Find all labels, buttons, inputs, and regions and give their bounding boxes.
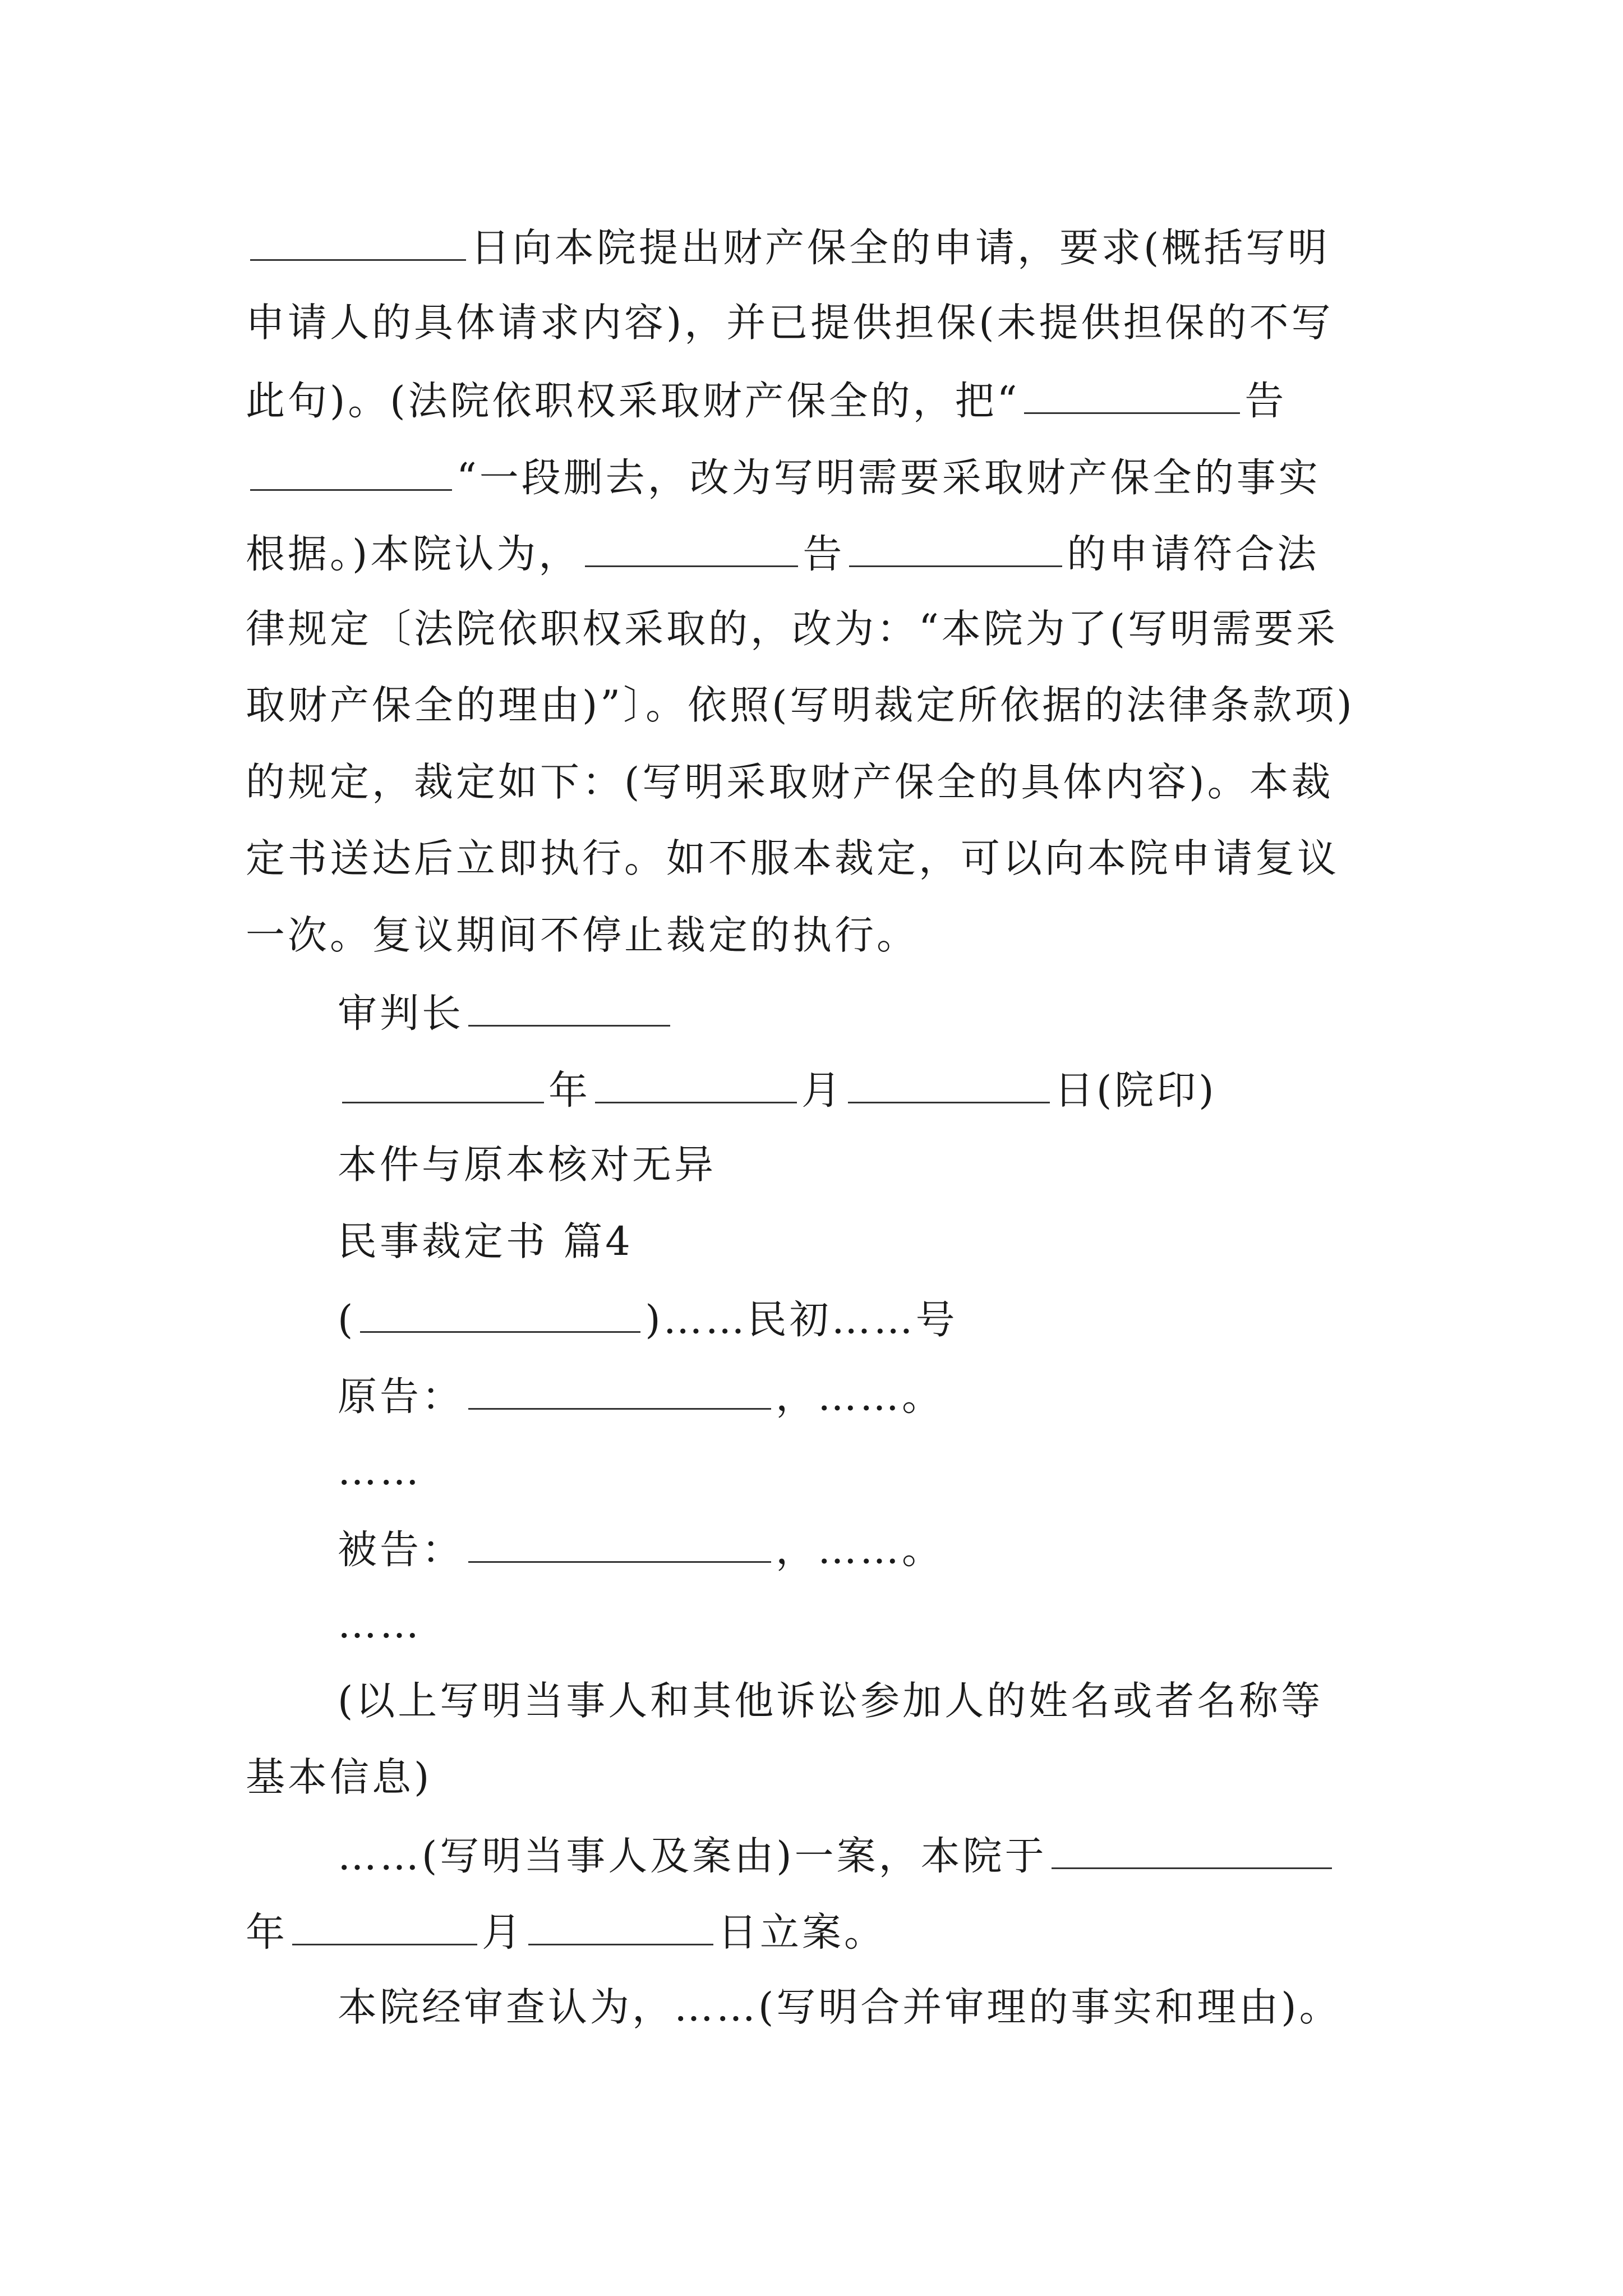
line-text: ，……。: [776, 1526, 944, 1573]
line-text: 告: [803, 531, 845, 577]
paragraph-line: [338, 1985, 1341, 2030]
fill-blank[interactable]: [468, 1525, 771, 1563]
line-text: 基本信息): [246, 1754, 432, 1800]
presiding-judge-label: 审判长: [338, 990, 464, 1037]
case-number-line: [338, 1295, 958, 1343]
line-text: 日(院印): [1054, 1067, 1217, 1114]
paragraph-line: [246, 913, 919, 958]
line-text: ……: [338, 1448, 422, 1494]
line-text: 日立案。: [718, 1909, 886, 1955]
line-text: 一次。复议期间不停止裁定的执行。: [246, 912, 919, 958]
fill-blank[interactable]: [528, 1908, 713, 1945]
paragraph-line: [338, 1448, 422, 1493]
paragraph-line: [246, 1755, 432, 1800]
line-text: 年: [246, 1909, 288, 1955]
line-text: 取财产保全的理由)”〕。依照(写明裁定所依据的法律条款项): [246, 682, 1355, 728]
line-text: 月: [801, 1067, 843, 1114]
paragraph-line: [338, 1602, 422, 1646]
fill-blank[interactable]: [585, 530, 798, 567]
line-text: 律规定〔法院依职权采取的，改为：“本院为了(写明需要采: [246, 606, 1339, 652]
fill-blank[interactable]: [595, 1066, 797, 1103]
fill-blank[interactable]: [292, 1908, 477, 1945]
paragraph-line: [246, 836, 1339, 881]
line-text: 此句)。(法院依职权采取财产保全的，把“: [246, 378, 1020, 424]
fill-blank[interactable]: [250, 223, 466, 261]
paragraph-line: [338, 1678, 1323, 1723]
paragraph-line: [246, 683, 1355, 728]
fill-blank[interactable]: [1052, 1832, 1332, 1869]
line-text: ，……。: [776, 1373, 944, 1420]
fill-blank[interactable]: [848, 1066, 1050, 1103]
line-text: “一段删去，改为写明需要采取财产保全的事实: [457, 454, 1321, 501]
line-text: 根据。)本院认为，: [246, 531, 581, 577]
paragraph-line: [246, 530, 1320, 577]
line-text: )……民初……号: [645, 1296, 958, 1343]
line-text: 的规定，裁定如下：(写明采取财产保全的具体内容)。本裁: [246, 759, 1334, 805]
fill-blank[interactable]: [250, 453, 452, 491]
paragraph-line: [246, 760, 1334, 804]
paragraph-line: [246, 376, 1287, 424]
line-text: 的申请符合法: [1067, 531, 1320, 577]
line-text: 日向本院提出财产保全的申请，要求(概括写明: [471, 224, 1330, 271]
fill-blank[interactable]: [360, 1295, 640, 1333]
heading-text: 民事裁定书 篇4: [338, 1218, 633, 1264]
line-text: 月: [482, 1909, 524, 1955]
paragraph-line: [246, 223, 1330, 271]
line-text: (: [338, 1296, 356, 1343]
fill-blank[interactable]: [849, 530, 1062, 567]
paragraph-line: [246, 1908, 886, 1953]
fill-blank[interactable]: [468, 989, 670, 1027]
signature-line: [338, 989, 675, 1037]
defendant-line: [338, 1525, 944, 1573]
paragraph-line: [338, 1142, 716, 1187]
fill-blank[interactable]: [1024, 376, 1240, 414]
date-line: [338, 1066, 1217, 1114]
line-text: 申请人的具体请求内容)，并已提供担保(未提供担保的不写: [246, 300, 1334, 346]
paragraph-line: [246, 300, 1334, 345]
fill-blank[interactable]: [342, 1066, 544, 1103]
line-text: (以上写明当事人和其他诉讼参加人的姓名或者名称等: [338, 1678, 1324, 1724]
paragraph-line: [246, 453, 1321, 501]
line-text: 原告：: [338, 1373, 464, 1420]
line-text: ……: [338, 1601, 422, 1647]
line-text: 本件与原本核对无异: [338, 1142, 716, 1188]
line-text: ……(写明当事人及案由)一案，本院于: [338, 1833, 1047, 1879]
plaintiff-line: [338, 1372, 944, 1420]
section-heading: [338, 1219, 633, 1264]
line-text: 告: [1244, 378, 1287, 424]
line-text: 年: [548, 1067, 591, 1114]
paragraph-line: [246, 606, 1338, 651]
fill-blank[interactable]: [468, 1372, 771, 1410]
line-text: 被告：: [338, 1526, 464, 1573]
paragraph-line: [338, 1832, 1336, 1879]
line-text: 定书送达后立即执行。如不服本裁定，可以向本院申请复议: [246, 835, 1339, 881]
line-text: 本院经审查认为，……(写明合并审理的事实和理由)。: [338, 1984, 1341, 2030]
